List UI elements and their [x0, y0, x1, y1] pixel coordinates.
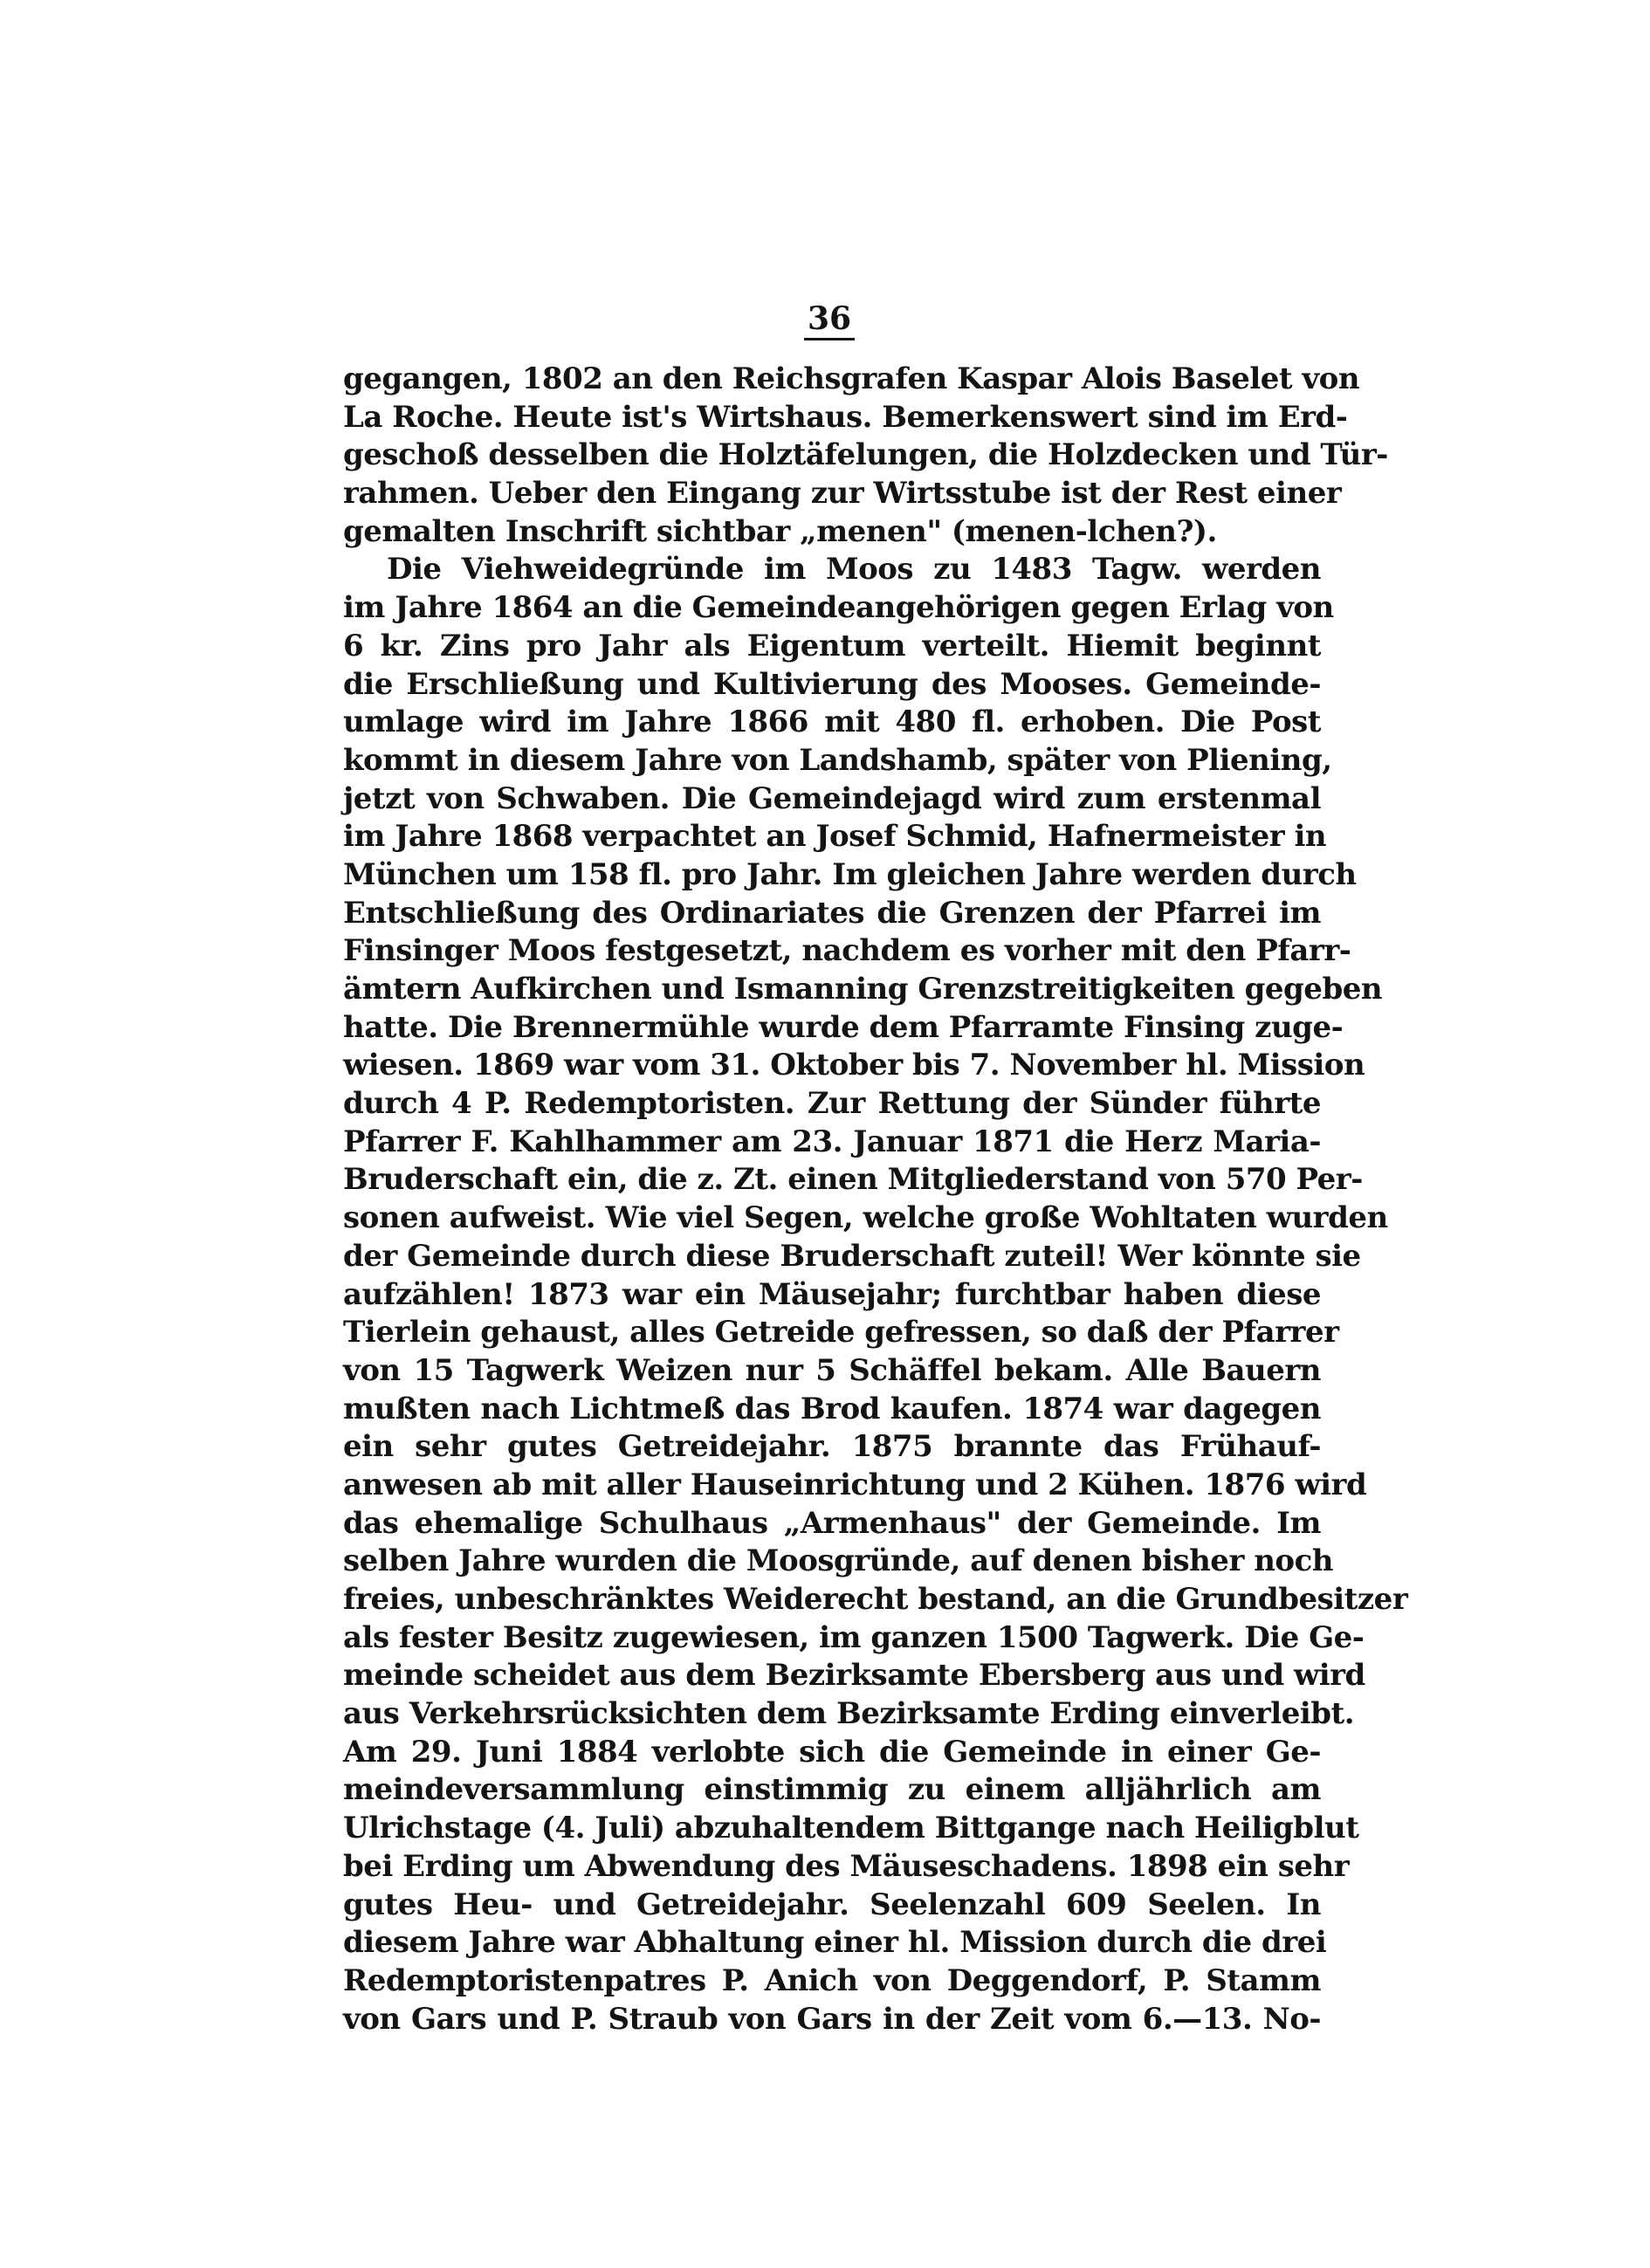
text-line: diesem Jahre war Abhaltung einer hl. Mission durch die drei [343, 1925, 1327, 1961]
text-line: von Gars und P. Straub von Gars in der Zeit vom 6.—13. No- [343, 2001, 1321, 2037]
text-line: Entschließung des Ordinariates die Grenzen der Pfarrei im [343, 895, 1321, 931]
text-line: jetzt von Schwaben. Die Gemeindejagd wird zum erstenmal [343, 780, 1321, 816]
text-line: der Gemeinde durch diese Bruderschaft zuteil! Wer könnte sie [343, 1238, 1361, 1274]
text-line: kommt in diesem Jahre von Landshamb, später von Pliening, [343, 742, 1332, 778]
text-line: umlage wird im Jahre 1866 mit 480 fl. erhoben. Die Post [343, 704, 1321, 740]
text-line: Bruderschaft ein, die z. Zt. einen Mitgliederstand von 570 Per- [343, 1162, 1363, 1198]
text-line: hatte. Die Brennermühle wurde dem Pfarramte Finsing zuge- [343, 1009, 1344, 1045]
text-line: Ulrichstage (4. Juli) abzuhaltendem Bittgange nach Heiligblut [343, 1811, 1359, 1846]
text-line: Tierlein gehaust, alles Getreide gefressen, so daß der Pfarrer [343, 1315, 1339, 1350]
text-line: München um 158 fl. pro Jahr. Im gleichen Jahre werden durch [343, 856, 1357, 892]
text-line: Pfarrer F. Kahlhammer am 23. Januar 1871 die Herz Maria- [343, 1124, 1321, 1159]
text-line: Die Viehweidegründe im Moos zu 1483 Tagw. werden [387, 552, 1321, 588]
text-line: ämtern Aufkirchen und Ismanning Grenzstreitigkeiten gegeben [343, 972, 1383, 1007]
text-line: ein sehr gutes Getreidejahr. 1875 brannte das Frühauf- [343, 1429, 1321, 1465]
text-line: als fester Besitz zugewiesen, im ganzen 1500 Tagwerk. Die Ge- [343, 1619, 1365, 1655]
text-line: Finsinger Moos festgesetzt, nachdem es vorher mit den Pfarr- [343, 933, 1351, 969]
text-line: von 15 Tagwerk Weizen nur 5 Schäffel bekam. Alle Bauern [343, 1352, 1321, 1388]
text-line: mußten nach Lichtmeß das Brod kaufen. 1874 war dagegen [343, 1391, 1321, 1426]
text-line: Am 29. Juni 1884 verlobte sich die Gemeinde in einer Ge- [343, 1734, 1321, 1770]
text-line: sonen aufweist. Wie viel Segen, welche große Wohltaten wurden [343, 1200, 1388, 1236]
text-line: aufzählen! 1873 war ein Mäusejahr; furchtbar haben diese [343, 1276, 1321, 1312]
text-line: durch 4 P. Redemptoristen. Zur Rettung der Sünder führte [343, 1086, 1321, 1122]
text-line: die Erschließung und Kultivierung des Mooses. Gemeinde- [343, 666, 1321, 702]
text-line: aus Verkehrsrücksichten dem Bezirksamte Erding einverleibt. [343, 1696, 1355, 1732]
text-line: selben Jahre wurden die Moosgründe, auf denen bisher noch [343, 1543, 1334, 1579]
body-text [343, 361, 1408, 2038]
text-line: wiesen. 1869 war vom 31. Oktober bis 7. November hl. Mission [343, 1048, 1365, 1083]
text-line: anwesen ab mit aller Hauseinrichtung und 2 Kühen. 1876 wird [343, 1467, 1367, 1502]
text-line: meinde scheidet aus dem Bezirksamte Ebersberg aus und wird [343, 1658, 1365, 1694]
text-line: 6 kr. Zins pro Jahr als Eigentum verteilt. Hiemit beginnt [343, 628, 1321, 663]
page-number: 36 [0, 303, 1650, 340]
text-line: geschoß desselben die Holztäfelungen, die Holzdecken und Tür- [343, 437, 1388, 473]
text-line: im Jahre 1864 an die Gemeindeangehörigen gegen Erlag von [343, 590, 1334, 626]
text-line: gegangen, 1802 an den Reichsgrafen Kaspar Alois Baselet von [343, 361, 1360, 396]
text-line: im Jahre 1868 verpachtet an Josef Schmid, Hafnermeister in [343, 819, 1327, 855]
text-line: rahmen. Ueber den Eingang zur Wirtsstube ist der Rest einer [343, 476, 1342, 512]
text-line: La Roche. Heute ist's Wirtshaus. Bemerkenswert sind im Erd- [343, 399, 1348, 435]
text-line: freies, unbeschränktes Weiderecht bestand, an die Grundbesitzer [343, 1582, 1408, 1617]
text-line: gutes Heu- und Getreidejahr. Seelenzahl 609 Seelen. In [343, 1887, 1321, 1922]
text-line: bei Erding um Abwendung des Mäuseschadens. 1898 ein sehr [343, 1848, 1350, 1884]
text-line: Redemptoristenpatres P. Anich von Deggendorf, P. Stamm [343, 1962, 1321, 1998]
text-line: das ehemalige Schulhaus „Armenhaus" der Gemeinde. Im [343, 1505, 1321, 1541]
text-line: meindeversammlung einstimmig zu einem alljährlich am [343, 1772, 1321, 1808]
text-line: gemalten Inschrift sichtbar „menen" (menen-lchen?). [343, 513, 1217, 549]
